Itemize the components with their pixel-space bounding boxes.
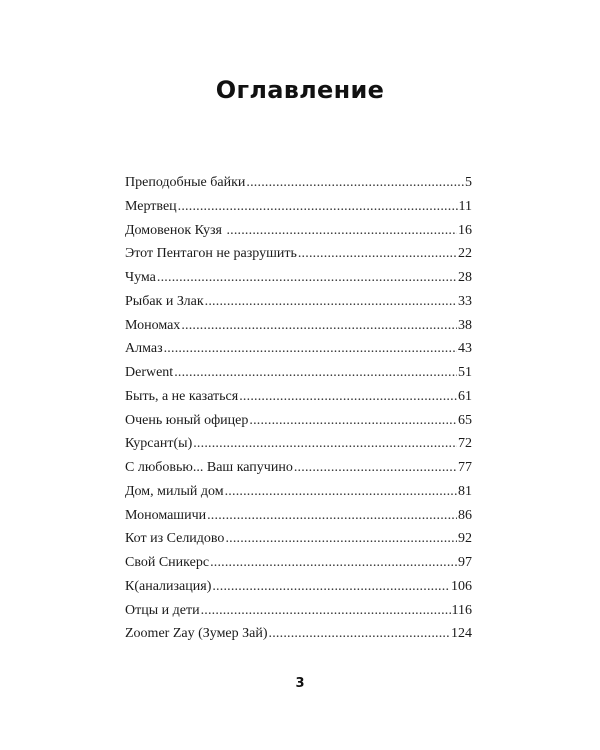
toc-entry	[125, 436, 472, 460]
toc-entry-title: Этот Пентагон не разрушить	[125, 246, 297, 262]
dot-leader	[212, 579, 450, 595]
toc-entry-page: 11	[458, 198, 472, 214]
toc-entry-page: 61	[458, 388, 472, 404]
toc-entry	[125, 318, 472, 342]
toc-entry	[125, 246, 472, 270]
toc-entry	[125, 484, 472, 508]
toc-entry-title: Derwent	[125, 365, 174, 380]
dot-leader	[207, 508, 457, 524]
toc-entry-title: К(анализация)	[125, 578, 212, 594]
toc-entry-page: 116	[451, 602, 472, 618]
toc-entry-title: Мертвец	[125, 198, 177, 214]
toc-entry-title: Дом, милый дом	[125, 483, 224, 499]
toc-entry	[125, 508, 472, 532]
toc-entry	[125, 531, 472, 555]
toc-entry	[125, 365, 472, 389]
dot-leader	[226, 223, 457, 239]
toc-entry	[125, 389, 472, 413]
toc-entry-page: 43	[458, 341, 472, 357]
dot-leader	[210, 555, 457, 571]
toc-entry-title: Преподобные байки	[125, 175, 246, 190]
toc-entry-title: Рыбак и Злак	[125, 293, 204, 309]
toc-entry-title: Zoomer Zay (Зумер Зай)	[125, 626, 268, 642]
dot-leader	[164, 341, 457, 357]
table-of-contents	[125, 175, 472, 650]
dot-leader	[193, 436, 457, 452]
dot-leader	[239, 389, 457, 405]
page-title: Оглавление	[215, 76, 385, 105]
toc-entry-page: 92	[458, 531, 472, 547]
dot-leader	[174, 365, 457, 381]
dot-leader	[269, 626, 450, 642]
toc-entry	[125, 579, 472, 603]
toc-entry-title: Чума	[125, 270, 156, 285]
toc-entry-title: Мономах	[125, 317, 181, 333]
toc-entry	[125, 199, 472, 223]
toc-entry-title: Отцы и дети	[125, 602, 200, 618]
toc-entry-page: 97	[458, 555, 472, 570]
toc-entry-page: 77	[458, 460, 472, 475]
dot-leader	[225, 484, 457, 500]
toc-entry-page: 124	[451, 626, 472, 642]
toc-entry-page: 65	[458, 412, 472, 428]
toc-entry-title: С любовью... Ваш капучино	[125, 460, 293, 475]
dot-leader	[205, 294, 457, 310]
toc-entry-page: 16	[458, 222, 472, 238]
dot-leader	[298, 246, 457, 262]
toc-entry	[125, 270, 472, 294]
toc-entry-page: 28	[458, 270, 472, 285]
dot-leader	[178, 199, 458, 215]
dot-leader	[246, 175, 464, 191]
toc-entry	[125, 341, 472, 365]
dot-leader	[201, 603, 451, 619]
toc-entry	[125, 294, 472, 318]
toc-entry-title: Очень юный офицер	[125, 412, 249, 428]
dot-leader	[225, 531, 457, 547]
toc-entry	[125, 175, 472, 199]
toc-entry-page: 81	[458, 483, 472, 499]
toc-entry-title: Домовенок Кузя	[125, 222, 226, 238]
toc-entry-title: Алмаз	[125, 341, 163, 357]
dot-leader	[294, 460, 457, 476]
toc-entry	[125, 603, 472, 627]
dot-leader	[249, 413, 457, 429]
toc-entry-page: 86	[458, 507, 472, 523]
toc-entry-page: 5	[465, 175, 472, 190]
toc-entry-page: 38	[458, 317, 472, 333]
toc-entry-page: 72	[458, 436, 472, 452]
toc-entry-title: Мономашичи	[125, 507, 207, 523]
toc-entry-title: Кот из Селидово	[125, 531, 225, 547]
toc-entry-page: 51	[458, 365, 472, 380]
toc-entry-page: 33	[458, 293, 472, 309]
toc-entry	[125, 626, 472, 650]
toc-entry-page: 22	[458, 246, 472, 262]
toc-entry	[125, 555, 472, 579]
toc-entry-title: Курсант(ы)	[125, 436, 193, 452]
toc-entry-page: 106	[451, 578, 472, 594]
dot-leader	[181, 318, 457, 334]
toc-entry	[125, 413, 472, 437]
page-number: 3	[295, 676, 305, 691]
toc-entry	[125, 460, 472, 484]
toc-entry-title: Быть, а не казаться	[125, 388, 239, 404]
toc-entry-title: Свой Сникерс	[125, 555, 210, 570]
toc-entry	[125, 223, 472, 247]
dot-leader	[157, 270, 457, 286]
